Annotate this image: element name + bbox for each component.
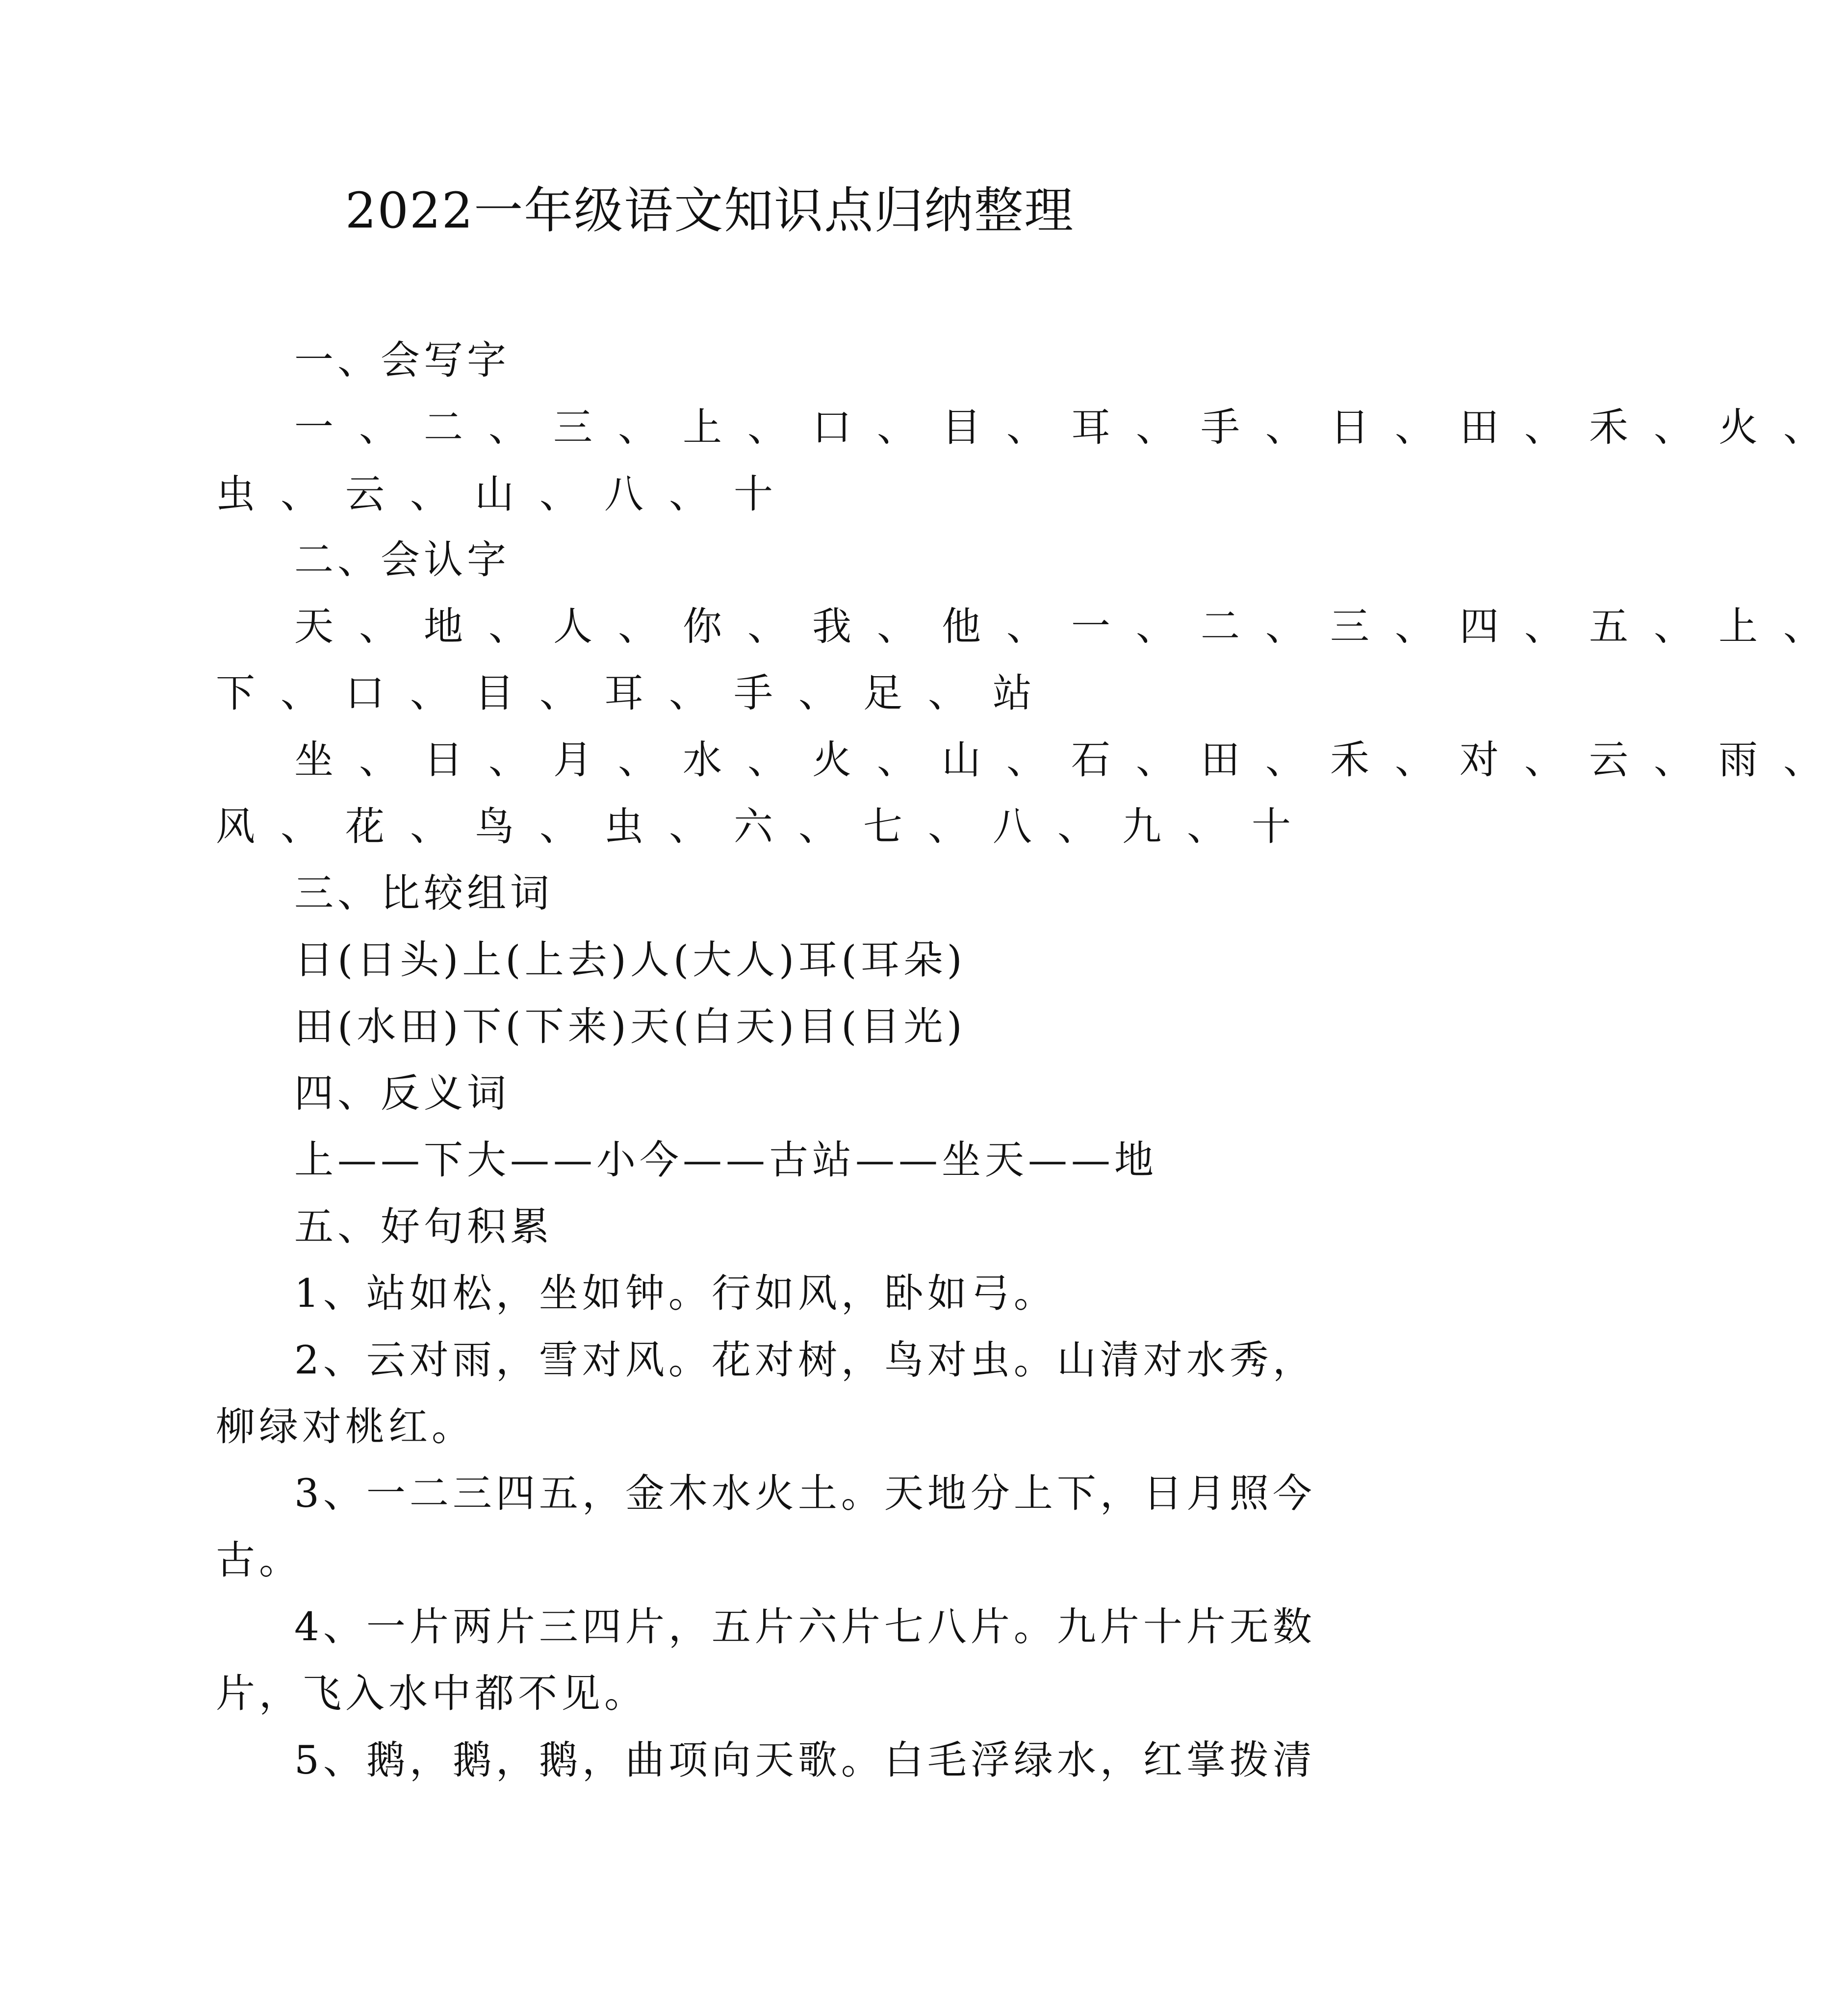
paragraph-line: 柳绿对桃红。	[216, 1404, 475, 1449]
section-heading-write-chars: 一、会写字	[294, 337, 510, 383]
paragraph-line: 2、云对雨，雪对风。花对树，鸟对虫。山清对水秀，	[294, 1337, 1316, 1383]
paragraph-line: 田(水田)下(下来)天(白天)目(目光)	[294, 1004, 966, 1049]
paragraph-line: 上——下大——小今——古站——坐天——地	[294, 1137, 1157, 1183]
paragraph-line: 天、地、人、你、我、他、一、二、三、四、五、上、	[294, 604, 1848, 649]
section-heading-compare-words: 三、比较组词	[294, 870, 553, 916]
section-heading-recognize-chars: 二、会认字	[294, 537, 510, 583]
paragraph-line: 一、二、三、上、口、目、耳、手、日、田、禾、火、	[294, 405, 1848, 450]
paragraph-line: 5、鹅，鹅，鹅，曲项向天歌。白毛浮绿水，红掌拨清	[294, 1737, 1316, 1783]
paragraph-line: 下、口、目、耳、手、足、站	[216, 670, 1057, 716]
paragraph-line: 4、一片两片三四片，五片六片七八片。九片十片无数	[294, 1604, 1316, 1650]
paragraph-line: 1、站如松，坐如钟。行如风，卧如弓。	[294, 1270, 1057, 1316]
paragraph-line: 片，飞入水中都不见。	[216, 1671, 647, 1716]
paragraph-line: 3、一二三四五，金木水火土。天地分上下，日月照今	[294, 1471, 1316, 1516]
paragraph-line: 虫、云、山、八、十	[216, 471, 798, 517]
document-title: 2022一年级语文知识点归纳整理	[345, 182, 1075, 239]
section-heading-good-sentences: 五、好句积累	[294, 1204, 553, 1249]
paragraph-line: 风、花、鸟、虫、六、七、八、九、十	[216, 804, 1316, 849]
paragraph-line: 日(日头)上(上去)人(大人)耳(耳朵)	[294, 937, 966, 983]
section-heading-antonyms: 四、反义词	[294, 1070, 510, 1116]
paragraph-line: 坐、日、月、水、火、山、石、田、禾、对、云、雨、	[294, 737, 1848, 783]
paragraph-line: 古。	[216, 1537, 302, 1583]
